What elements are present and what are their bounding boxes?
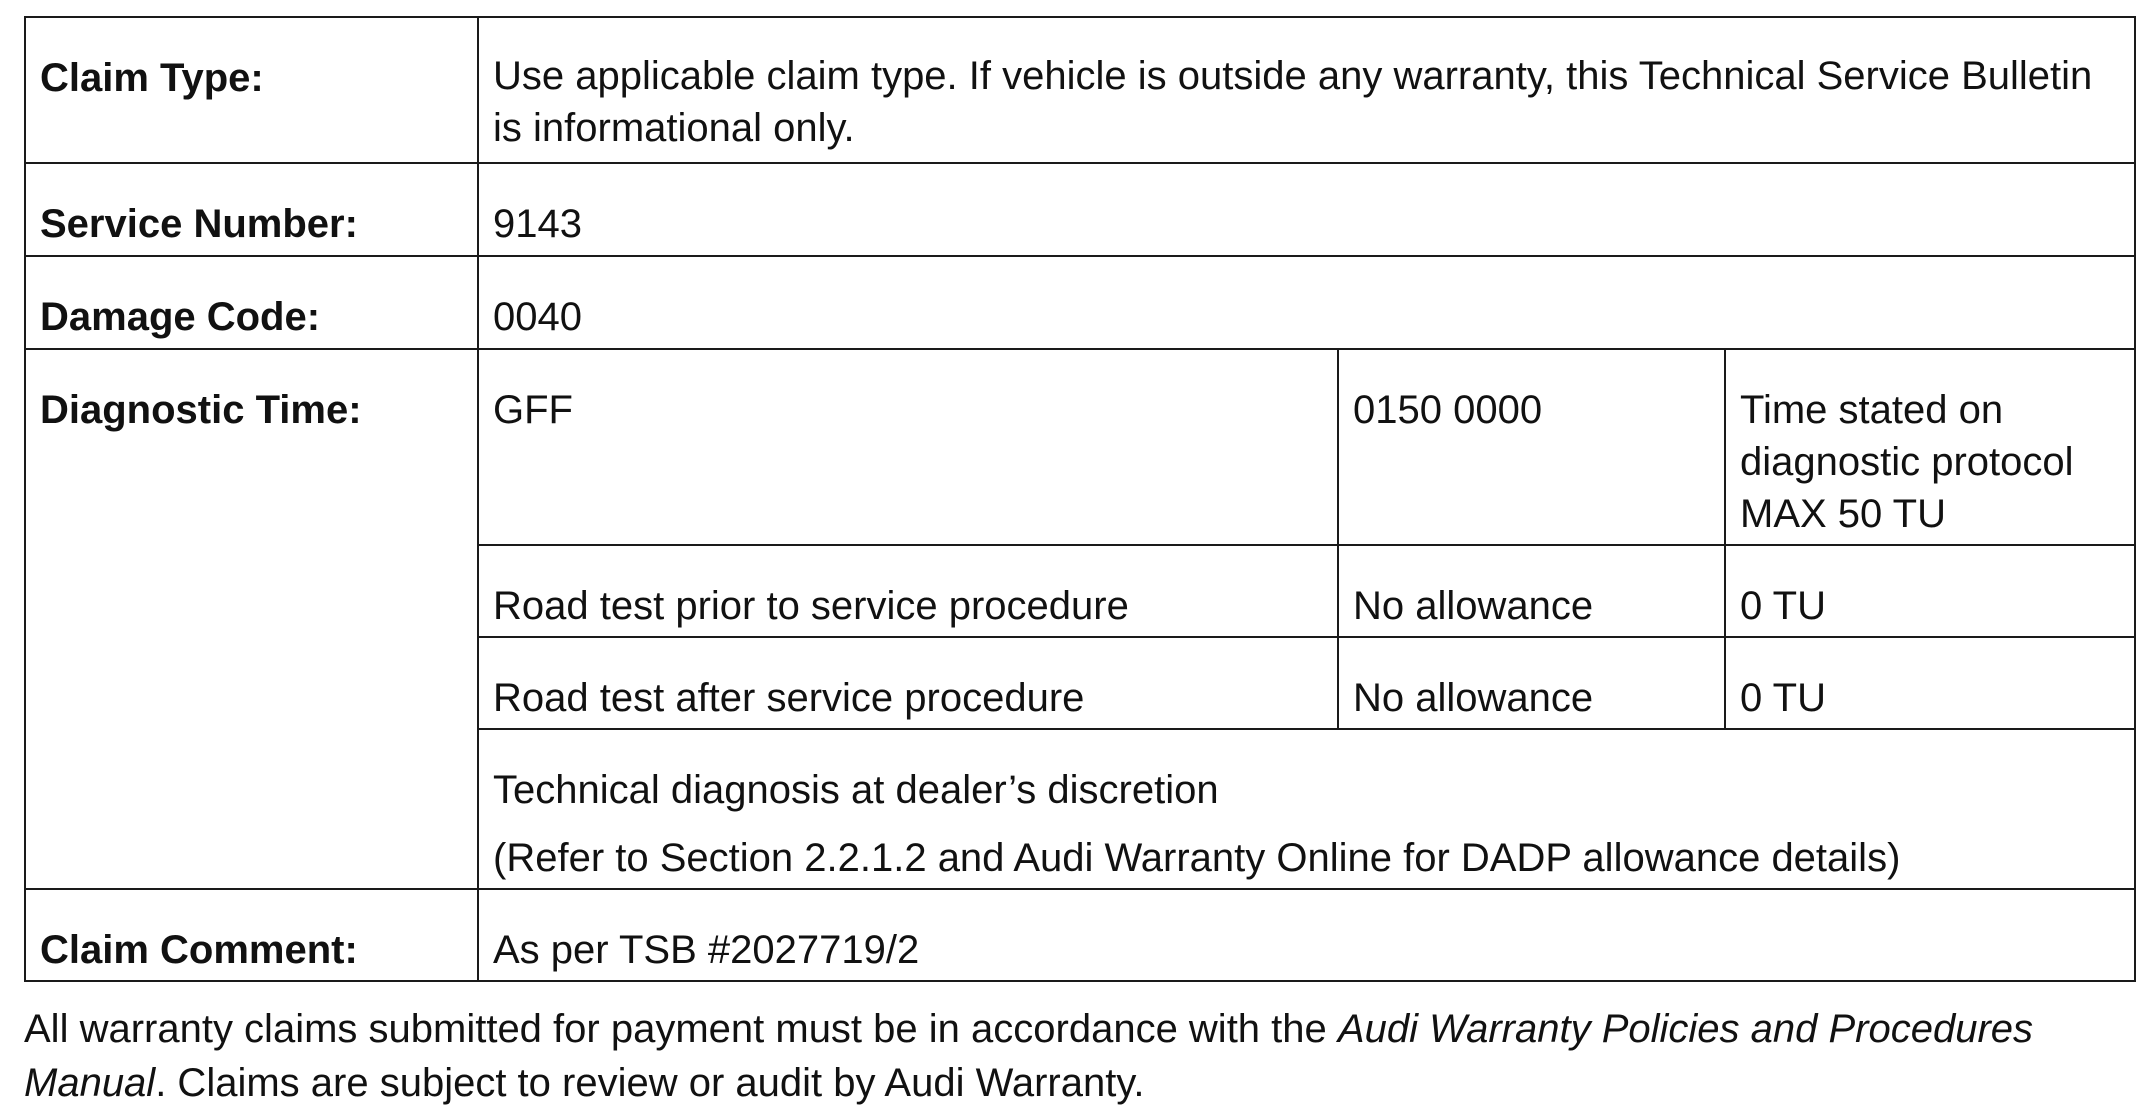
- service-number-row: [25, 163, 2135, 256]
- diagnostic-code: No allowance: [1338, 545, 1725, 637]
- diagnostic-row-gff: [25, 349, 2135, 545]
- footer-manual-title: Audi Warranty Policies and Procedures Manual: [24, 1007, 2034, 1105]
- service-number-value: 9143: [478, 163, 2135, 256]
- diagnostic-note-line1: Technical diagnosis at dealer’s discretion: [493, 768, 1219, 812]
- damage-code-row: [25, 256, 2135, 349]
- footer-text-before: All warranty claims submitted for payment must be in accordance with the: [24, 1007, 1338, 1051]
- claim-comment-label: Claim Comment:: [25, 889, 478, 981]
- diagnostic-code: No allowance: [1338, 637, 1725, 729]
- warranty-claim-table: [24, 16, 2136, 982]
- warranty-footer-note: [24, 1002, 2134, 1110]
- claim-comment-row: [25, 889, 2135, 981]
- damage-code-value: 0040: [478, 256, 2135, 349]
- diagnostic-time-value: Time stated on diagnostic protocol MAX 50 TU: [1725, 349, 2135, 545]
- footer-text-after: . Claims are subject to review or audit by Audi Warranty.: [155, 1061, 1145, 1105]
- diagnostic-time-value: 0 TU: [1725, 637, 2135, 729]
- diagnostic-note: [478, 729, 2135, 889]
- diagnostic-time-value: 0 TU: [1725, 545, 2135, 637]
- service-number-label: Service Number:: [25, 163, 478, 256]
- diagnostic-code: 0150 0000: [1338, 349, 1725, 545]
- claim-type-label: Claim Type:: [25, 17, 478, 163]
- damage-code-label: Damage Code:: [25, 256, 478, 349]
- diagnostic-procedure: Road test prior to service procedure: [478, 545, 1338, 637]
- claim-type-row: [25, 17, 2135, 163]
- diagnostic-procedure: Road test after service procedure: [478, 637, 1338, 729]
- claim-type-value: Use applicable claim type. If vehicle is outside any warranty, this Technical Service Bulletin is informational only.: [478, 17, 2135, 163]
- diagnostic-procedure: GFF: [478, 349, 1338, 545]
- diagnostic-time-label: Diagnostic Time:: [25, 349, 478, 889]
- claim-comment-value: As per TSB #2027719/2: [478, 889, 2135, 981]
- diagnostic-note-line2: (Refer to Section 2.2.1.2 and Audi Warranty Online for DADP allowance details): [493, 836, 1901, 880]
